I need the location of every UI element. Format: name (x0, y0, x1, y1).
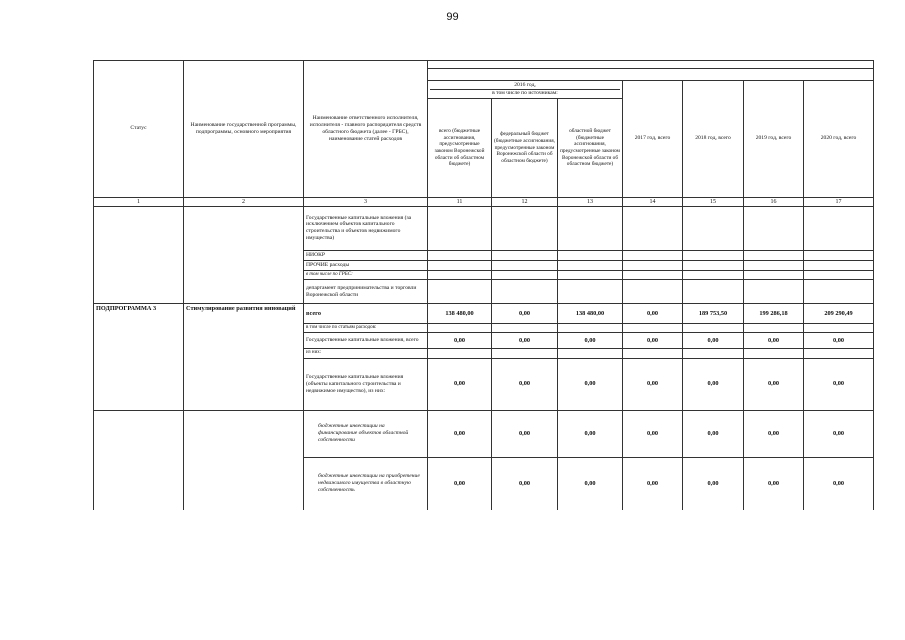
header-regional: областной бюджет (бюджетные ассигнования, предусмотренные законом Воронежской области об областном бюджете) (558, 98, 623, 197)
total-2017: 0,00 (623, 304, 683, 324)
row-gov-capital-total: Государственные капитальные вложения, всего (304, 333, 428, 349)
gov-capital-objects-2020: 0,00 (804, 358, 874, 410)
row-gov-capital-objects: Государственные капитальные вложения (объекты капитального строительства и недвижимое имущество), из них: (304, 358, 428, 410)
gov-capital-objects-2017: 0,00 (623, 358, 683, 410)
col-num-13: 13 (558, 197, 623, 206)
invest-financing-2017: 0,00 (623, 410, 683, 457)
row-total-label: всего (304, 304, 428, 324)
invest-acquisition-2020: 0,00 (804, 457, 874, 510)
row-incl-grbs: в том числе по ГРБС: (304, 270, 428, 279)
header-2020: 2020 год, всего (804, 81, 874, 198)
row-niokr: НИОКР (304, 250, 428, 260)
invest-name-cell (184, 410, 304, 510)
gov-capital-objects-2016: 0,00 (428, 358, 492, 410)
invest-acquisition-2019: 0,00 (744, 457, 804, 510)
gov-capital-total-2017: 0,00 (623, 333, 683, 349)
prev-name-cell (184, 206, 304, 303)
col-num-11: 11 (428, 197, 492, 206)
header-blank-top (428, 61, 874, 69)
invest-financing-2019: 0,00 (744, 410, 804, 457)
invest-status-cell (94, 410, 184, 510)
invest-financing-federal: 0,00 (492, 410, 558, 457)
gov-capital-total-2016: 0,00 (428, 333, 492, 349)
gov-capital-objects-2018: 0,00 (683, 358, 744, 410)
header-status: Статус (94, 61, 184, 198)
total-2019: 199 286,18 (744, 304, 804, 324)
header-total-2016: всего (бюджетные ассигнования, предусмотренные законом Воронежской области об областном бюджете) (428, 98, 492, 197)
invest-financing-2020: 0,00 (804, 410, 874, 457)
col-num-12: 12 (492, 197, 558, 206)
header-blank-second (428, 69, 874, 81)
gov-capital-total-2020: 0,00 (804, 333, 874, 349)
row-department: департамент предпринимательства и торговли Воронежской области (304, 280, 428, 304)
total-2016: 138 480,00 (428, 304, 492, 324)
header-2018: 2018 год, всего (683, 81, 744, 198)
budget-table (93, 60, 874, 510)
header-2017: 2017 год, всего (623, 81, 683, 198)
col-num-17: 17 (804, 197, 874, 206)
row-of-them: из них: (304, 349, 428, 358)
prev-status-cell (94, 206, 184, 303)
invest-acquisition-2018: 0,00 (683, 457, 744, 510)
total-regional: 138 480,00 (558, 304, 623, 324)
gov-capital-objects-2019: 0,00 (744, 358, 804, 410)
total-2018: 189 753,50 (683, 304, 744, 324)
row-capital-investments: Государственные капитальные вложения (за исключением объектов капитального строительства и объектов недвижимого имущества) (304, 206, 428, 250)
col-num-16: 16 (744, 197, 804, 206)
invest-financing-2018: 0,00 (683, 410, 744, 457)
invest-acquisition-2017: 0,00 (623, 457, 683, 510)
page-number: 99 (446, 11, 459, 23)
invest-financing-regional: 0,00 (558, 410, 623, 457)
col-num-3: 3 (304, 197, 428, 206)
col-num-1: 1 (94, 197, 184, 206)
total-federal: 0,00 (492, 304, 558, 324)
subprogram-status: ПОДПРОГРАММА 3 (94, 304, 184, 411)
invest-acquisition-2016: 0,00 (428, 457, 492, 510)
total-2020: 209 290,49 (804, 304, 874, 324)
header-program-name: Наименование государственной программы, подпрограммы, основного мероприятия (184, 61, 304, 198)
invest-financing-2016: 0,00 (428, 410, 492, 457)
gov-capital-total-federal: 0,00 (492, 333, 558, 349)
header-executor: Наименование ответственного исполнителя, исполнителя - главного распорядителя средств областного бюджета (далее - ГРБС), наименование статей расходов (304, 61, 428, 198)
col-num-2: 2 (184, 197, 304, 206)
gov-capital-total-regional: 0,00 (558, 333, 623, 349)
col-num-15: 15 (683, 197, 744, 206)
header-federal: федеральный бюджет (бюджетные ассигнования, предусмотренные законом Воронежской области об областном бюджете) (492, 98, 558, 197)
invest-acquisition-federal: 0,00 (492, 457, 558, 510)
subprogram-name: Стимулирование развития инноваций (184, 304, 304, 411)
header-2019: 2019 год, всего (744, 81, 804, 198)
header-by-sources: в том числе по источникам: (492, 89, 558, 96)
gov-capital-objects-regional: 0,00 (558, 358, 623, 410)
gov-capital-total-2018: 0,00 (683, 333, 744, 349)
invest-acquisition-regional: 0,00 (558, 457, 623, 510)
header-year-2016: 2016 год, в том числе по источникам: (428, 81, 623, 99)
gov-capital-objects-federal: 0,00 (492, 358, 558, 410)
row-incl-articles: в том числе по статьям расходов: (304, 324, 428, 333)
row-invest-financing: бюджетные инвестиции на финансирование объектов областной собственности (304, 410, 428, 457)
col-num-14: 14 (623, 197, 683, 206)
gov-capital-total-2019: 0,00 (744, 333, 804, 349)
row-other-expenses: ПРОЧИЕ расходы (304, 260, 428, 270)
row-invest-acquisition: бюджетные инвестиции на приобретение недвижимого имущества в областную собственность (304, 457, 428, 510)
